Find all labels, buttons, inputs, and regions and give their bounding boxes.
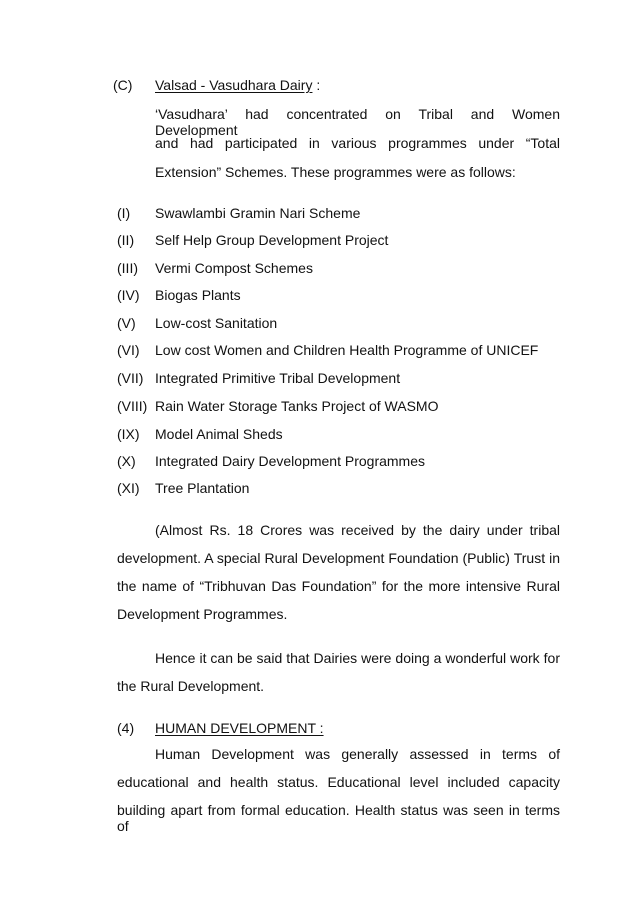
list-item-label: Self Help Group Development Project: [155, 232, 389, 248]
list-item: [0, 232, 638, 250]
section-4-para-line-1: Human Development was generally assessed in terms of: [155, 746, 560, 762]
section-c-para-line-2: and had participated in various programmes under “Total: [155, 135, 560, 151]
almost-para-line-3: the name of “Tribhuvan Das Foundation” for the more intensive Rural: [117, 578, 560, 594]
list-item: [0, 398, 638, 416]
list-item-label: Low cost Women and Children Health Programme of UNICEF: [155, 342, 539, 358]
section-c-para-line-3: Extension” Schemes. These programmes were as follows:: [155, 164, 516, 180]
section-c-marker: (C): [113, 77, 133, 93]
almost-para-line-1: (Almost Rs. 18 Crores was received by the dairy under tribal: [155, 522, 560, 538]
section-4-para-line-2: educational and health status. Educational level included capacity: [117, 774, 560, 790]
list-item-number: (VIII): [117, 398, 148, 414]
list-item-label: Vermi Compost Schemes: [155, 260, 313, 276]
almost-para-line-2: development. A special Rural Development Foundation (Public) Trust in: [117, 550, 560, 566]
hence-para-line-2: the Rural Development.: [117, 678, 265, 694]
list-item-number: (I): [117, 205, 131, 221]
list-item-label: Low-cost Sanitation: [155, 315, 278, 331]
list-item-number: (IV): [117, 287, 140, 303]
list-item: [0, 342, 638, 360]
almost-para-line-4: Development Programmes.: [117, 606, 288, 622]
list-item: [0, 426, 638, 444]
list-item: [0, 453, 638, 471]
list-item-label: Biogas Plants: [155, 287, 241, 303]
list-item-number: (II): [117, 232, 135, 248]
list-item: [0, 205, 638, 223]
list-item-number: (V): [117, 315, 136, 331]
list-item-label: Model Animal Sheds: [155, 426, 283, 442]
list-item-label: Tree Plantation: [155, 480, 250, 496]
section-c-para-line-1: ‘Vasudhara’ had concentrated on Tribal and Women Development: [155, 106, 560, 138]
list-item-number: (XI): [117, 480, 140, 496]
list-item-number: (III): [117, 260, 138, 276]
list-item: [0, 287, 638, 305]
list-item-number: (IX): [117, 426, 140, 442]
list-item-number: (VI): [117, 342, 140, 358]
section-c-heading: Valsad - Vasudhara Dairy: [155, 77, 313, 93]
list-item: [0, 315, 638, 333]
list-item-label: Integrated Primitive Tribal Development: [155, 370, 401, 386]
list-item: [0, 370, 638, 388]
section-4-marker: (4): [117, 720, 135, 736]
list-item: [0, 480, 638, 498]
section-4-para-line-3: building apart from formal education. Health status was seen in terms of: [117, 802, 560, 834]
list-item-label: Swawlambi Gramin Nari Scheme: [155, 205, 361, 221]
section-c-heading-line: [155, 77, 320, 93]
list-item-number: (X): [117, 453, 136, 469]
list-item-label: Rain Water Storage Tanks Project of WASMO: [155, 398, 439, 414]
list-item-label: Integrated Dairy Development Programmes: [155, 453, 426, 469]
list-item: [0, 260, 638, 278]
list-item-number: (VII): [117, 370, 144, 386]
hence-para-line-1: Hence it can be said that Dairies were doing a wonderful work for: [155, 650, 560, 666]
section-c-heading-colon: :: [312, 77, 321, 93]
section-4-heading: HUMAN DEVELOPMENT :: [155, 720, 324, 736]
